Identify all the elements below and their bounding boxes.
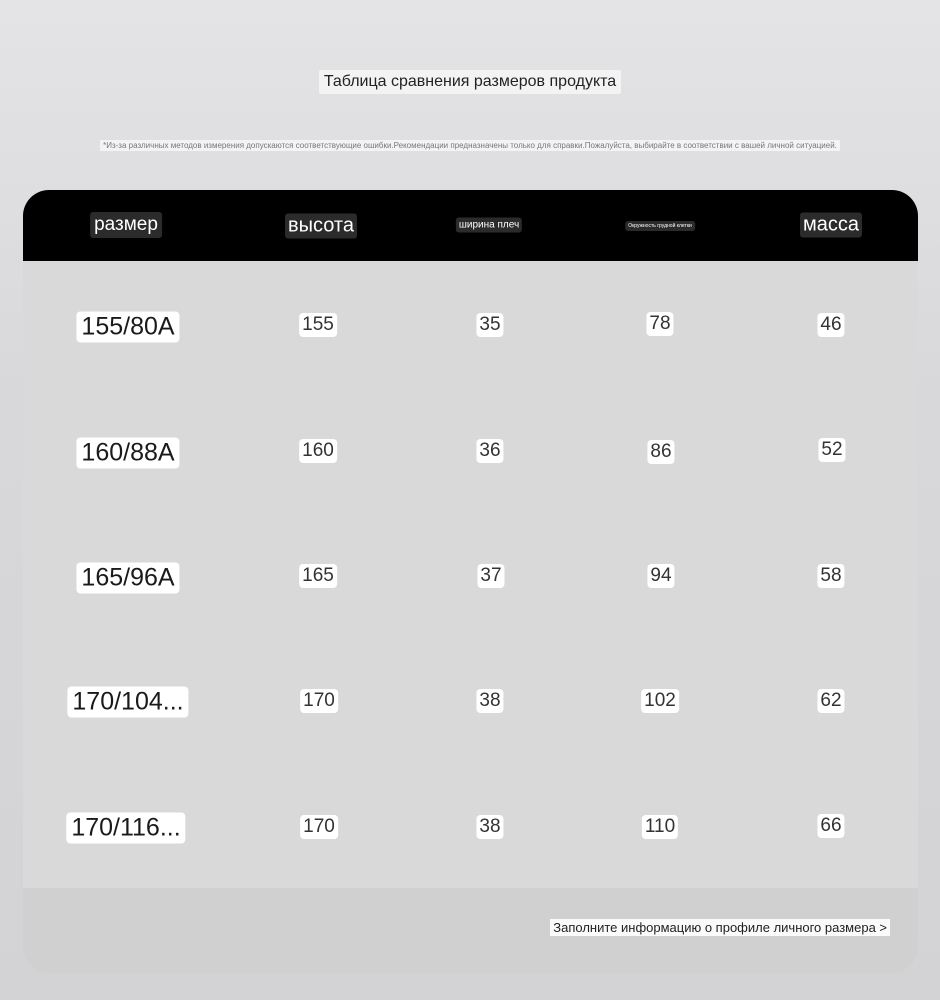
header-weight: масса xyxy=(800,213,862,238)
chest-cell: 78 xyxy=(646,312,673,336)
weight-cell: 52 xyxy=(818,438,845,462)
header-shoulder: ширина плеч xyxy=(456,218,522,233)
header-size: размер xyxy=(90,212,162,238)
header-height: высота xyxy=(285,214,357,239)
size-cell: 170/116... xyxy=(66,813,185,844)
table-footer xyxy=(23,888,918,973)
size-cell: 170/104... xyxy=(67,687,188,718)
disclaimer-note: *Из-за различных методов измерения допускаются соответствующие ошибки.Рекомендации предназначены только для справки.Пожалуйста, выбирайте в соответствии с вашей личной ситуацией. xyxy=(100,140,840,151)
disclaimer-wrap xyxy=(0,135,940,153)
table-header xyxy=(23,190,918,261)
height-cell: 165 xyxy=(299,564,337,588)
height-cell: 170 xyxy=(300,815,338,839)
shoulder-cell: 37 xyxy=(477,564,504,588)
size-cell: 160/88A xyxy=(76,438,179,469)
weight-cell: 46 xyxy=(817,313,844,337)
shoulder-cell: 36 xyxy=(476,439,503,463)
weight-cell: 58 xyxy=(817,564,844,588)
shoulder-cell: 38 xyxy=(476,815,503,839)
size-cell: 155/80A xyxy=(76,312,179,343)
header-chest: Окружность грудной клетки xyxy=(625,221,695,231)
shoulder-cell: 38 xyxy=(476,689,503,713)
weight-cell: 62 xyxy=(817,689,844,713)
chest-cell: 94 xyxy=(647,564,674,588)
chest-cell: 102 xyxy=(641,689,679,713)
fill-size-profile-link[interactable]: Заполните информацию о профиле личного размера > xyxy=(550,919,890,936)
weight-cell: 66 xyxy=(817,814,844,838)
table-body xyxy=(23,261,918,888)
size-cell: 165/96A xyxy=(76,563,179,594)
chest-cell: 110 xyxy=(642,815,678,839)
height-cell: 155 xyxy=(299,313,337,337)
height-cell: 160 xyxy=(299,439,337,463)
page-title-wrap xyxy=(0,70,940,94)
height-cell: 170 xyxy=(300,689,338,713)
size-chart-card xyxy=(23,190,918,973)
chest-cell: 86 xyxy=(647,440,674,464)
shoulder-cell: 35 xyxy=(476,313,503,337)
page-title: Таблица сравнения размеров продукта xyxy=(319,70,621,94)
